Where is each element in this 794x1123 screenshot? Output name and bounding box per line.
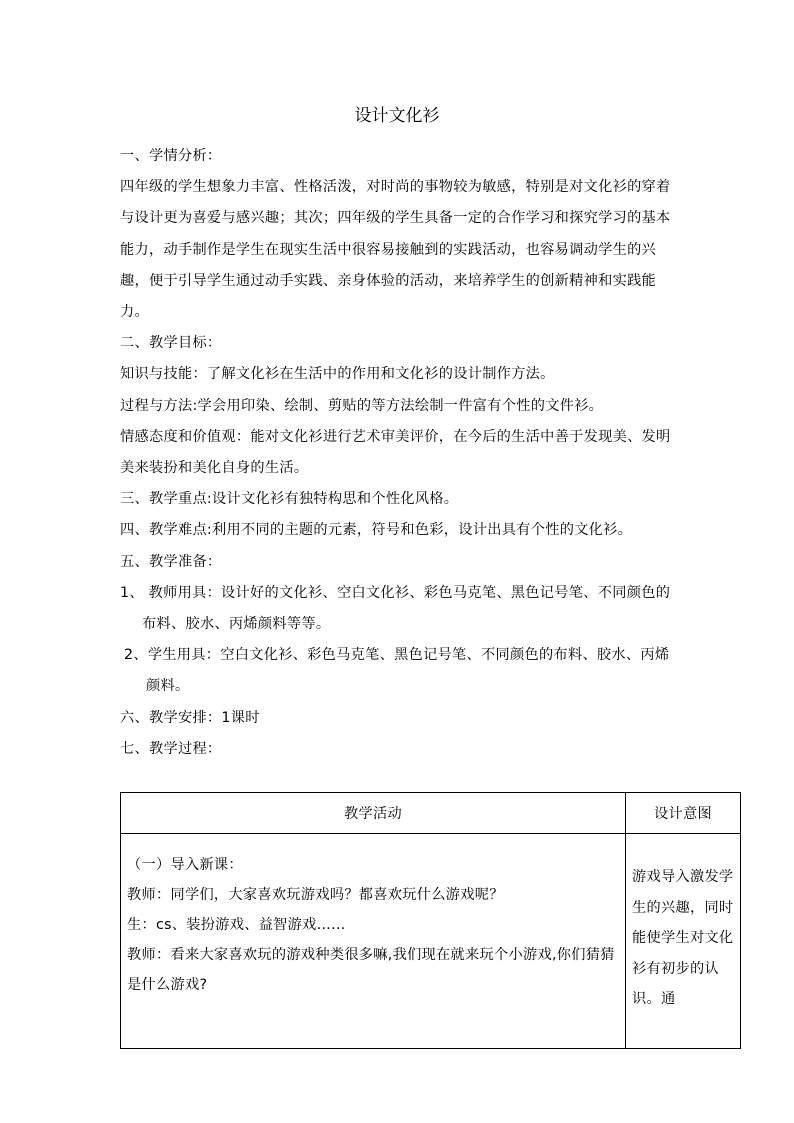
prep-item-student: 2、学生用具：空白文化衫、彩色马克笔、黑色记号笔、不同颜色的布料、胶水、丙烯颜料。 [124,647,670,695]
activity-cell [121,834,626,1049]
section-4-difficulty: 四、教学难点:利用不同的主题的元素，符号和色彩，设计出具有个性的文化衫。 [120,522,633,539]
intent-text: 游戏导入激发学生的兴趣，同时能使学生对文化衫有初步的认识。通 [632,869,734,1007]
header-activity: 教学活动 [121,793,626,834]
section-1-body: 四年级的学生想象力丰富、性格活泼，对时尚的事物较为敏感，特别是对文化衫的穿着与设计更为喜爱与感兴趣；其次；四年级的学生具备一定的合作学习和探究学习的基本能力，动手制作是学生在现实生活中很容易接触到的实践活动，也容易调动学生的兴趣，便于引导学生通过动手实践、亲身体验的活动，来培养学生的创新精神和实践能力。 [120,179,671,321]
activity-line: 教师：看来大家喜欢玩的游戏种类很多嘛,我们现在就来玩个小游戏,你们猜猜是什么游戏? [127,947,615,993]
intent-cell [626,834,741,1049]
activity-line: （一）导入新课： [127,857,243,873]
page-title: 设计文化衫 [354,106,440,126]
document-body [120,141,680,765]
objective-process: 过程与方法:学会用印染、绘制、剪贴的等方法绘制一件富有个性的文件衫。 [120,397,604,414]
section-6-schedule: 六、教学安排：1课时 [120,709,260,726]
objective-knowledge: 知识与技能：了解文化衫在生活中的作用和文化衫的设计制作方法。 [120,366,555,383]
header-intent: 设计意图 [626,793,741,834]
table-row [121,834,741,1049]
section-5-heading: 五、教学准备： [120,553,222,570]
section-1-heading: 一、学情分析： [120,148,222,164]
objective-emotion: 情感态度和价值观：能对文化衫进行艺术审美评价，在今后的生活中善于发现美、发明美来装扮和美化自身的生活。 [120,428,671,477]
teaching-process-table [120,792,741,1049]
section-2-heading: 二、教学目标： [120,335,222,352]
section-3-key-point: 三、教学重点:设计文化衫有独特构思和个性化风格。 [120,491,459,508]
table-header-row [121,793,741,834]
section-7-heading: 七、教学过程： [120,740,222,757]
activity-line: 生：cs、装扮游戏、益智游戏…… [127,917,346,933]
prep-item-teacher: 1、 教师用具：设计好的文化衫、空白文化衫、彩色马克笔、黑色记号笔、不同颜色的布料、胶水、丙烯颜料等等。 [120,584,671,633]
activity-line: 教师：同学们，大家喜欢玩游戏吗？都喜欢玩什么游戏呢？ [127,887,504,903]
